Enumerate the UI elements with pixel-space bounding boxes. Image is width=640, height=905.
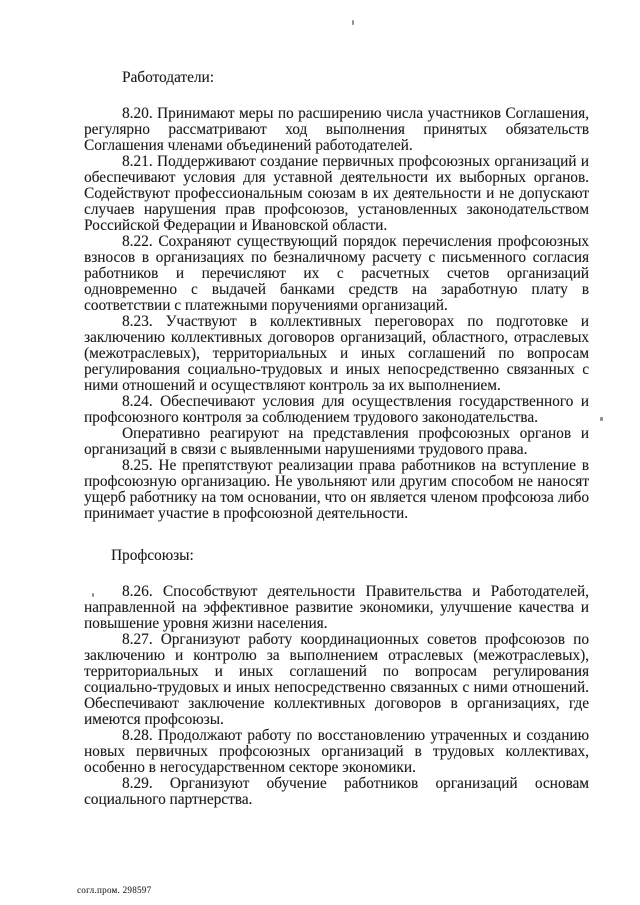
- paragraph: Оперативно реагируют на представления профсоюзных органов и организаций в связи с выявленными нарушениями трудового права.: [84, 425, 589, 458]
- paragraph: 8.25. Не препятствуют реализации права работников на вступление в профсоюзную организацию. Не увольняют или другим способом не наносят ущерб работнику на том основании, что он является членом профсоюза либо принимает участие в профсоюзной деятельности.: [84, 457, 589, 522]
- paragraph: 8.22. Сохраняют существующий порядок перечисления профсоюзных взносов в организациях по безналичному расчету с письменного согласия работников и перечисляют их с расчетных счетов организаций одновременно с выдачей банками средств на заработную плату в соответствии с платежными поручениями организаций.: [84, 233, 589, 314]
- scan-speck: [352, 20, 354, 25]
- paragraph: 8.28. Продолжают работу по восстановлению утраченных и созданию новых первичных профсоюзных организаций в трудовых коллективах, особенно в негосударственном секторе экономики.: [84, 727, 589, 776]
- paragraph: 8.26. Способствуют деятельности Правительства и Работодателей, направленной на эффективное развитие экономики, улучшение качества и повышение уровня жизни населения.: [84, 583, 589, 632]
- scan-speck: [600, 417, 603, 421]
- paragraph: 8.29. Организуют обучение работников организаций основам социального партнерства.: [84, 775, 589, 808]
- paragraph: 8.23. Участвуют в коллективных переговорах по подготовке и заключению коллективных договоров организаций, областного, отраслевых (межотраслевых), территориальных и иных соглашений по вопросам регулирования социально-трудовых и иных непосредственно связанных с ними отношений и осуществляют контроль за их выполнением.: [84, 313, 589, 394]
- paragraph: 8.24. Обеспечивают условия для осуществления государственного и профсоюзного контроля за соблюдением трудового законодательства.: [84, 393, 589, 426]
- section-heading: Профсоюзы:: [111, 547, 194, 564]
- paragraph: 8.21. Поддерживают создание первичных профсоюзных организаций и обеспечивают условия для уставной деятельности их выборных органов. Содействуют профессиональным союзам в их деятельности и не допускают случаев нарушения прав профсоюзов, установленных законодательством Российской Федерации и Ивановской области.: [84, 153, 589, 234]
- paragraph: 8.27. Организуют работу координационных советов профсоюзов по заключению и контролю за выполнением отраслевых (межотраслевых), территориальных и иных соглашений по вопросам регулирования социально-трудовых и иных непосредственно связанных с ними отношений. Обеспечивают заключение коллективных договоров в организациях, где имеются профсоюзы.: [84, 631, 589, 728]
- document-section: [84, 548, 589, 808]
- footer-stamp: согл.пром. 298597: [77, 885, 152, 895]
- document-section: [84, 70, 589, 522]
- scan-speck: [92, 593, 94, 597]
- section-heading: Работодатели:: [122, 69, 214, 86]
- document-text-block: [84, 70, 589, 808]
- paragraph: 8.20. Принимают меры по расширению числа участников Соглашения, регулярно рассматривают ход выполнения принятых обязательств Соглашения членами объединений работодателей.: [84, 105, 589, 154]
